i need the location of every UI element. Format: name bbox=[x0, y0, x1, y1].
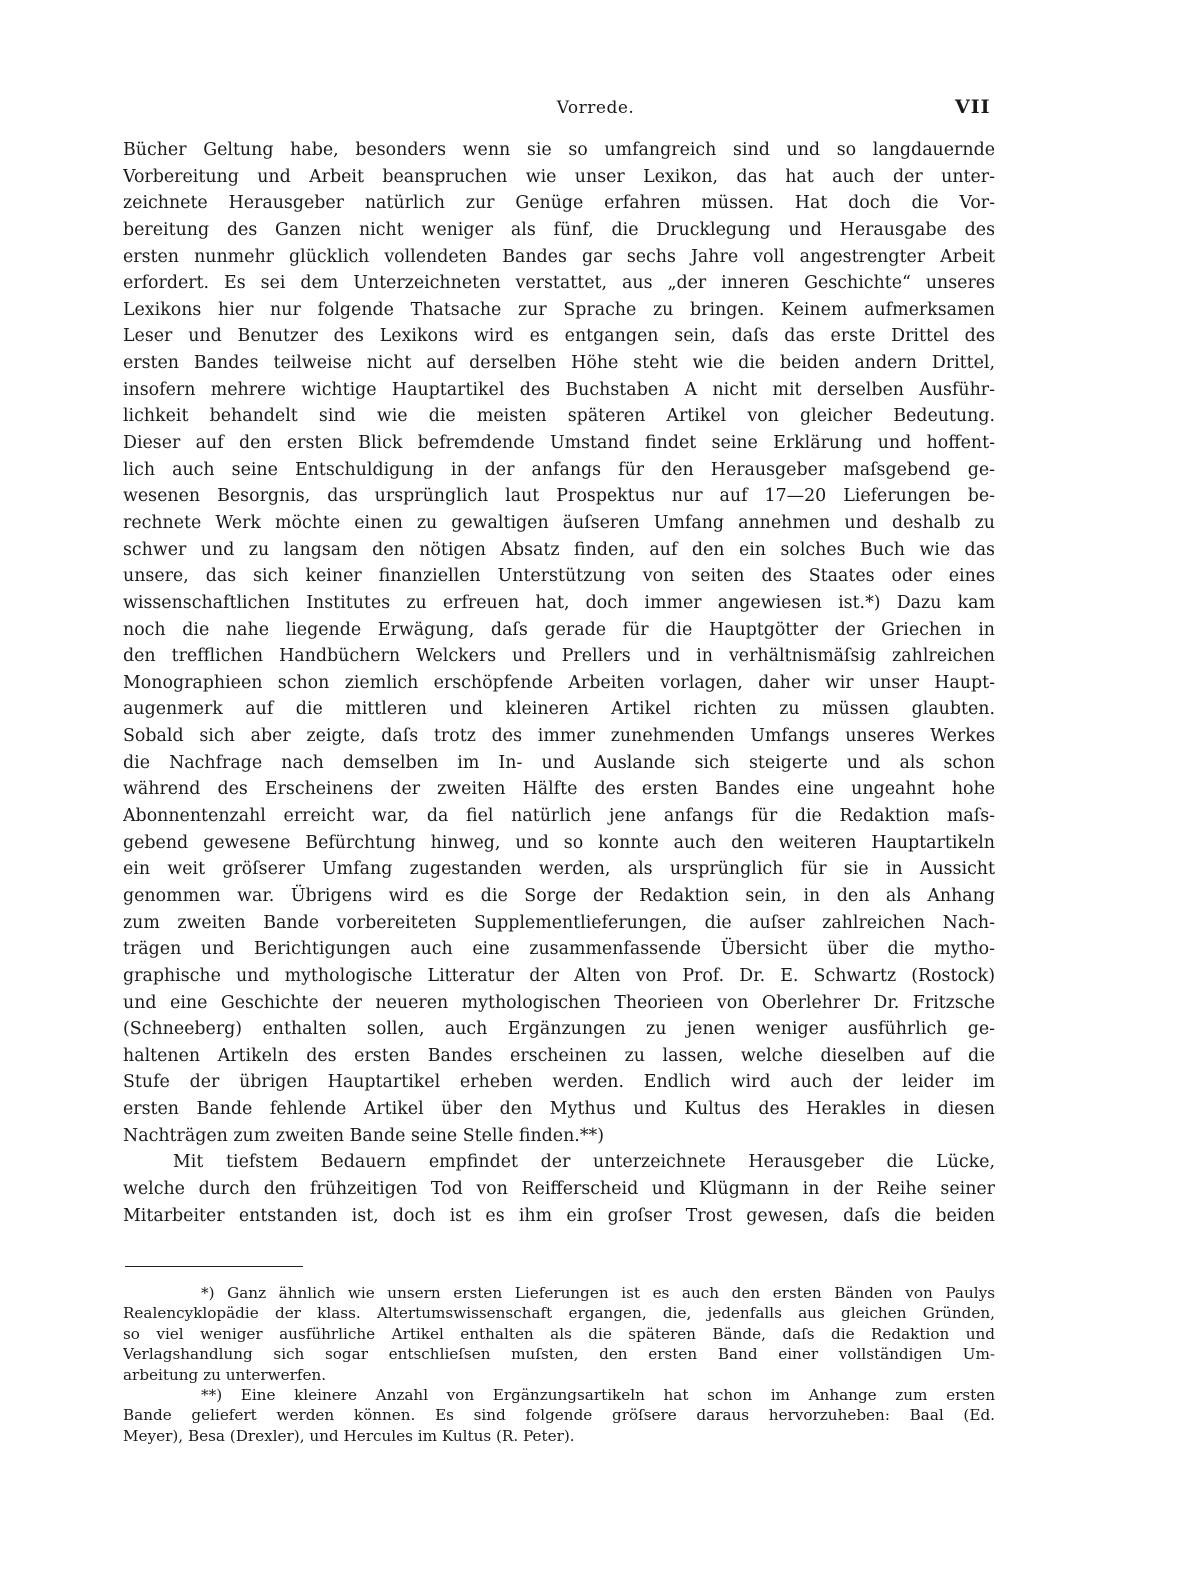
footnote-line: **) Eine kleinere Anzahl von Ergänzungsartikeln hat schon im Anhange zum ersten bbox=[201, 1385, 995, 1404]
text-line: rechnete Werk möchte einen zu gewaltigen äuſseren Umfang annehmen und deshalb zu bbox=[123, 512, 995, 533]
text-line: welche durch den frühzeitigen Tod von Reifferscheid und Klügmann in der Reihe seiner bbox=[123, 1178, 995, 1199]
text-line: wesenen Besorgnis, das ursprünglich laut Prospektus nur auf 17—20 Lieferungen be- bbox=[123, 486, 995, 507]
footnote-line: Realencyklopädie der klass. Altertumswissenschaft ergangen, die, jedenfalls aus gleichen Gründen, bbox=[123, 1304, 995, 1323]
text-line: Stufe der übrigen Hauptartikel erheben werden. Endlich wird auch der leider im bbox=[123, 1072, 995, 1093]
text-line: erfordert. Es sei dem Unterzeichneten verstattet, aus „der inneren Geschichte“ unseres bbox=[123, 273, 995, 294]
text-line: gebend gewesene Befürchtung hinweg, und so konnte auch den weiteren Hauptartikeln bbox=[123, 832, 995, 853]
footnote-line: Meyer), Besa (Drexler), und Hercules im Kultus (R. Peter). bbox=[123, 1426, 575, 1445]
text-line: Monographieen schon ziemlich erschöpfende Arbeiten vorlagen, daher wir unser Haupt- bbox=[123, 672, 995, 693]
running-title: Vorrede. bbox=[556, 98, 635, 118]
footnote-line: arbeitung zu unterwerfen. bbox=[123, 1365, 327, 1384]
text-line: insofern mehrere wichtige Hauptartikel des Buchstaben A nicht mit derselben Ausführ- bbox=[123, 379, 995, 400]
text-line: bereitung des Ganzen nicht weniger als fünf, die Drucklegung und Herausgabe des bbox=[123, 219, 995, 240]
text-line: ersten Bandes teilweise nicht auf derselben Höhe steht wie die beiden andern Drittel, bbox=[123, 353, 995, 374]
text-line: genommen war. Übrigens wird es die Sorge der Redaktion sein, in den als Anhang bbox=[123, 885, 995, 906]
text-line: Sobald sich aber zeigte, daſs trotz des immer zunehmenden Umfangs unseres Werkes bbox=[123, 726, 995, 747]
text-line: ein weit gröſserer Umfang zugestanden werden, als ursprünglich für sie in Aussicht bbox=[123, 859, 995, 880]
footnote-line: *) Ganz ähnlich wie unsern ersten Lieferungen ist es auch den ersten Bänden von Paulys bbox=[201, 1284, 995, 1302]
text-line: graphische und mythologische Litteratur der Alten von Prof. Dr. E. Schwartz (Rostock) bbox=[123, 965, 995, 986]
footnote-separator bbox=[125, 1266, 303, 1267]
main-text bbox=[123, 137, 995, 1229]
text-line: Nachträgen zum zweiten Bande seine Stelle finden.**) bbox=[123, 1125, 605, 1146]
text-line: wissenschaftlichen Institutes zu erfreuen hat, doch immer angewiesen ist.*) Dazu kam bbox=[123, 592, 995, 613]
text-line: ersten nunmehr glücklich vollendeten Bandes gar sechs Jahre voll angestrengter Arbeit bbox=[123, 246, 995, 267]
footnote-line: Bande geliefert werden können. Es sind folgende gröſsere daraus hervorzuheben: Baal (Ed. bbox=[123, 1406, 995, 1425]
text-line: augenmerk auf die mittleren und kleineren Artikel richten zu müssen glaubten. bbox=[123, 699, 995, 720]
text-line: ersten Bande fehlende Artikel über den Mythus und Kultus des Herakles in diesen bbox=[123, 1099, 995, 1120]
text-line: trägen und Berichtigungen auch eine zusammenfassende Übersicht über die mytho- bbox=[123, 939, 995, 960]
text-line: lich auch seine Entschuldigung in der anfangs für den Herausgeber maſsgebend ge- bbox=[123, 459, 995, 480]
text-line: zeichnete Herausgeber natürlich zur Genüge erfahren müssen. Hat doch die Vor- bbox=[123, 193, 995, 214]
footnote-line: Verlagshandlung sich sogar entschlieſsen muſsten, den ersten Band einer vollständigen Um- bbox=[123, 1345, 995, 1364]
text-line: Lexikons hier nur folgende Thatsache zur Sprache zu bringen. Keinem aufmerksamen bbox=[123, 299, 995, 320]
paragraph-start-line: Mit tiefstem Bedauern empfindet der unterzeichnete Herausgeber die Lücke, bbox=[173, 1152, 995, 1173]
text-line: Leser und Benutzer des Lexikons wird es entgangen sein, daſs das erste Drittel des bbox=[123, 326, 995, 347]
text-line: Abonnentenzahl erreicht war, da fiel natürlich jene anfangs für die Redaktion maſs- bbox=[123, 806, 995, 827]
text-line: die Nachfrage nach demselben im In- und Auslande sich steigerte und als schon bbox=[123, 752, 995, 773]
text-line: Mitarbeiter entstanden ist, doch ist es ihm ein groſser Trost gewesen, daſs die beiden bbox=[123, 1205, 995, 1226]
text-line: Bücher Geltung habe, besonders wenn sie so umfangreich sind und so langdauernde bbox=[123, 140, 995, 160]
text-line: während des Erscheinens der zweiten Hälfte des ersten Bandes eine ungeahnt hohe bbox=[123, 779, 995, 800]
text-line: (Schneeberg) enthalten sollen, auch Ergänzungen zu jenen weniger ausführlich ge- bbox=[123, 1019, 995, 1040]
text-line: noch die nahe liegende Erwägung, daſs gerade für die Hauptgötter der Griechen in bbox=[123, 619, 995, 640]
page-number: VII bbox=[955, 96, 991, 118]
text-line: Vorbereitung und Arbeit beanspruchen wie unser Lexikon, das hat auch der unter- bbox=[123, 166, 995, 187]
footnotes bbox=[123, 1283, 995, 1446]
text-line: lichkeit behandelt sind wie die meisten späteren Artikel von gleicher Bedeutung. bbox=[123, 406, 995, 427]
text-line: und eine Geschichte der neueren mythologischen Theorieen von Oberlehrer Dr. Fritzsche bbox=[123, 992, 995, 1013]
text-line: Dieser auf den ersten Blick befremdende Umstand findet seine Erklärung und hoffent- bbox=[123, 433, 995, 454]
text-line: haltenen Artikeln des ersten Bandes erscheinen zu lassen, welche dieselben auf die bbox=[123, 1045, 995, 1066]
text-line: schwer und zu langsam den nötigen Absatz finden, auf den ein solches Buch wie das bbox=[123, 539, 995, 560]
footnote-line: so viel weniger ausführliche Artikel enthalten als die späteren Bände, daſs die Redaktion und bbox=[123, 1324, 995, 1343]
text-line: unsere, das sich keiner finanziellen Unterstützung von seiten des Staates oder eines bbox=[123, 566, 995, 587]
text-line: zum zweiten Bande vorbereiteten Supplementlieferungen, die auſser zahlreichen Nach- bbox=[123, 912, 995, 933]
text-line: den trefflichen Handbüchern Welckers und Prellers und in verhältnismäſsig zahlreichen bbox=[123, 646, 995, 667]
